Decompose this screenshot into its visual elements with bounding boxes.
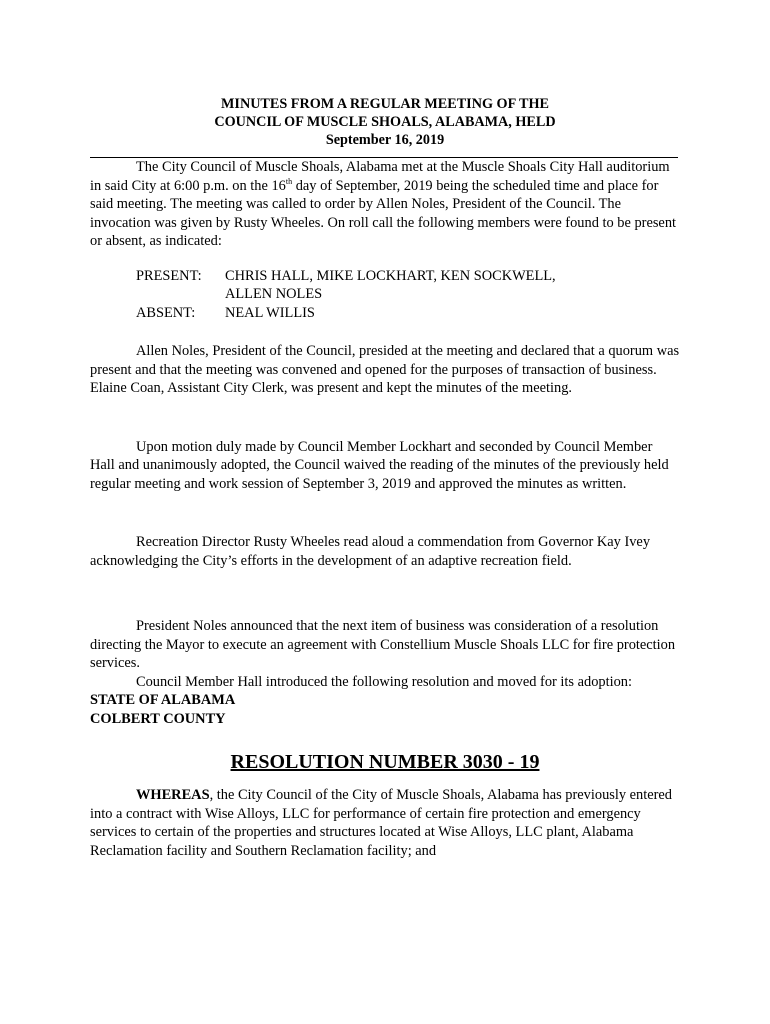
present-members-line-1: CHRIS HALL, MIKE LOCKHART, KEN SOCKWELL, — [225, 267, 556, 284]
document-page — [90, 95, 680, 860]
recreation-paragraph: Recreation Director Rusty Wheeles read aloud a commendation from Governor Kay Ivey acknowledging the City’s efforts in the development of an adaptive recreation field. — [90, 534, 651, 569]
whereas-paragraph — [90, 786, 680, 860]
present-label: PRESENT: — [136, 267, 202, 284]
absent-row — [136, 304, 680, 323]
document-header — [90, 95, 680, 149]
introduction-paragraph: Council Member Hall introduced the following resolution and moved for its adoption: — [136, 673, 632, 690]
minutes-approval-paragraph: Upon motion duly made by Council Member Lockhart and seconded by Council Member Hall and unanimously adopted, the Council waived the reading of the minutes of the previously held regular meeting and work session of September 3, 2019 and approved the minutes as written. — [90, 438, 669, 492]
absent-members: NEAL WILLIS — [225, 304, 315, 321]
present-row — [136, 267, 680, 304]
county-heading: COLBERT COUNTY — [90, 710, 226, 727]
resolution-title: RESOLUTION NUMBER 3030 - 19 — [230, 751, 540, 773]
quorum-paragraph: Allen Noles, President of the Council, presided at the meeting and declared that a quorum was present and that the meeting was convened and opened for the purposes of transaction of business. Elaine Coan, Assistant City Clerk, was present and kept the minutes of the meeting. — [90, 343, 680, 396]
business-paragraph: President Noles announced that the next item of business was consideration of a resolution directing the Mayor to execute an agreement with Constellium Muscle Shoals LLC for fire protection services. — [90, 618, 676, 671]
whereas-label: WHEREAS — [136, 787, 210, 803]
present-members-line-2: ALLEN NOLES — [225, 286, 323, 302]
attendance-block — [136, 267, 680, 323]
absent-label: ABSENT: — [136, 304, 196, 321]
present-members — [225, 267, 556, 304]
intro-text-2: day of September, 2019 being the scheduled time and place for said meeting. The meeting was called to order by Allen Noles, President of the Council. The invocation was given by Rusty Wheeles. On roll call the following members were found to be present or absent, as indicated: — [90, 177, 677, 249]
header-line-1: MINUTES FROM A REGULAR MEETING OF THE — [221, 96, 549, 112]
state-heading: STATE OF ALABAMA — [90, 692, 236, 708]
intro-text-1: The City Council of Muscle Shoals, Alabama met at the Muscle Shoals City Hall auditorium in said City at 6:00 p.m. on the 16 — [90, 159, 670, 194]
whereas-text: , the City Council of the City of Muscle Shoals, Alabama has previously entered into a contract with Wise Alloys, LLC for performance of certain fire protection and emergency services to certain of the properties and structures located at Wise Alloys, LLC plant, Alabama Reclamation facility and Southern Reclamation facility; and — [90, 787, 672, 859]
header-date: September 16, 2019 — [325, 132, 445, 148]
intro-ordinal-suffix: th — [285, 176, 293, 186]
header-line-2: COUNCIL OF MUSCLE SHOALS, ALABAMA, HELD — [214, 114, 556, 130]
intro-paragraph — [90, 158, 680, 251]
